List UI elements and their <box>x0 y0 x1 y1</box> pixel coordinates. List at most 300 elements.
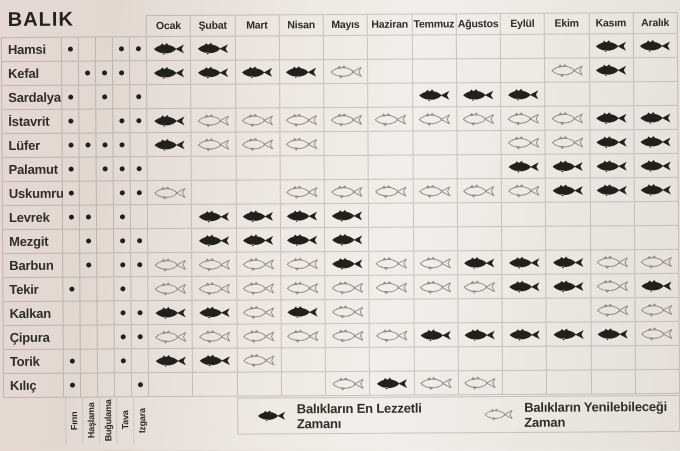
method-cell <box>114 373 131 397</box>
filled-fish-icon <box>152 113 186 127</box>
outline-fish-icon <box>640 302 674 316</box>
method-dot <box>85 143 90 148</box>
season-cell <box>147 253 191 277</box>
season-cell <box>325 324 369 348</box>
season-cell <box>236 252 280 276</box>
season-cell <box>634 274 678 298</box>
fish-name: Hamsi <box>1 38 61 62</box>
outline-fish-icon <box>550 135 584 149</box>
season-cell <box>369 276 413 300</box>
season-cell <box>234 60 278 84</box>
season-cell <box>545 250 589 274</box>
fish-name: Palamut <box>2 158 62 182</box>
month-header: Şubat <box>190 15 234 37</box>
filled-fish-icon <box>507 279 541 293</box>
season-cell <box>456 107 500 131</box>
season-cell <box>191 253 235 277</box>
season-cell <box>412 155 456 179</box>
outline-fish-icon <box>418 280 452 294</box>
legend <box>237 395 680 435</box>
method-cell <box>129 85 146 109</box>
season-cell <box>236 348 280 372</box>
season-cell <box>236 372 280 396</box>
season-cell <box>191 133 235 157</box>
month-header: Haziran <box>367 14 411 36</box>
method-dot <box>119 70 124 75</box>
method-dot <box>135 46 140 51</box>
method-cell <box>114 349 131 373</box>
method-cell <box>113 157 130 181</box>
season-cell <box>191 229 235 253</box>
method-dot <box>102 94 107 99</box>
season-cell <box>324 276 368 300</box>
method-dot <box>85 71 90 76</box>
season-cell <box>633 106 677 130</box>
season-cell <box>368 156 412 180</box>
season-cell <box>456 59 500 83</box>
method-cell <box>63 326 80 350</box>
fish-name: Barbun <box>2 254 62 278</box>
season-cell <box>500 59 544 83</box>
season-cell <box>146 61 190 85</box>
season-cell <box>502 323 546 347</box>
season-cell <box>633 34 677 58</box>
season-cell <box>411 35 455 59</box>
season-cell <box>367 36 411 60</box>
season-cell <box>236 228 280 252</box>
outline-fish-icon <box>374 280 408 294</box>
season-cell <box>148 349 192 373</box>
filled-fish-icon <box>153 305 187 319</box>
method-dot <box>119 118 124 123</box>
method-cell <box>79 205 96 229</box>
season-cell <box>457 323 501 347</box>
season-cell <box>192 277 236 301</box>
method-dot <box>102 70 107 75</box>
outline-fish-icon <box>153 329 187 343</box>
method-cell <box>80 373 97 397</box>
season-cell <box>458 347 502 371</box>
method-cell <box>112 109 129 133</box>
filled-fish-icon <box>419 328 453 342</box>
outline-fish-icon <box>242 329 276 343</box>
fish-name: Çipura <box>3 326 63 350</box>
season-cell <box>546 322 590 346</box>
season-cell <box>456 35 500 59</box>
month-header: Ocak <box>146 15 190 37</box>
filled-fish-icon <box>507 327 541 341</box>
season-cell <box>191 109 235 133</box>
month-header: Nisan <box>278 14 322 36</box>
season-cell <box>590 226 634 250</box>
season-cell <box>413 251 457 275</box>
season-cell <box>413 299 457 323</box>
outline-fish-icon <box>329 184 363 198</box>
season-cell <box>323 84 367 108</box>
season-cell <box>501 203 545 227</box>
season-cell <box>633 154 677 178</box>
season-cell <box>323 132 367 156</box>
season-cell <box>589 130 633 154</box>
method-cell <box>62 302 79 326</box>
outline-fish-icon <box>286 329 320 343</box>
season-cell <box>413 371 457 395</box>
season-cell <box>500 35 544 59</box>
filled-fish-icon <box>506 87 540 101</box>
method-cell <box>78 61 95 85</box>
season-cell <box>235 180 279 204</box>
outline-fish-icon <box>196 137 230 151</box>
season-cell <box>147 277 191 301</box>
outline-fish-icon <box>329 64 363 78</box>
season-cell <box>236 276 280 300</box>
method-cell <box>62 230 79 254</box>
outline-fish-icon <box>462 184 496 198</box>
outline-fish-icon <box>418 184 452 198</box>
method-dot <box>120 358 125 363</box>
month-header: Ağustos <box>455 13 499 35</box>
season-cell <box>323 36 367 60</box>
outline-fish-icon <box>330 328 364 342</box>
season-cell <box>502 371 546 395</box>
season-cell <box>146 109 190 133</box>
outline-fish-icon <box>240 113 274 127</box>
season-cell <box>324 252 368 276</box>
method-dot <box>86 239 91 244</box>
season-cell <box>634 322 678 346</box>
season-cell <box>235 108 279 132</box>
method-cell <box>61 62 78 86</box>
season-cell <box>368 204 412 228</box>
outline-fish-icon <box>285 113 319 127</box>
season-cell <box>324 300 368 324</box>
filled-fish-icon <box>639 182 673 196</box>
method-cell <box>79 181 96 205</box>
cooking-method-labels <box>65 397 150 444</box>
method-cell <box>130 301 147 325</box>
season-cell <box>545 202 589 226</box>
month-header: Aralık <box>632 12 676 34</box>
season-cell <box>191 205 235 229</box>
legend-item-edible <box>483 398 679 429</box>
season-cell <box>280 204 324 228</box>
filled-fish-icon <box>595 159 629 173</box>
season-cell <box>367 60 411 84</box>
season-cell <box>457 251 501 275</box>
season-cell <box>546 370 590 394</box>
page-title: BALIK <box>7 8 74 32</box>
season-cell <box>235 204 279 228</box>
month-header: Mayıs <box>323 14 367 36</box>
season-cell <box>368 252 412 276</box>
outline-fish-icon <box>595 279 629 293</box>
filled-fish-icon <box>639 158 673 172</box>
season-cell <box>590 298 634 322</box>
season-cell <box>148 373 192 397</box>
season-cell <box>280 252 324 276</box>
method-dot <box>136 118 141 123</box>
season-cell <box>413 323 457 347</box>
outline-fish-icon <box>198 329 232 343</box>
season-cell <box>501 227 545 251</box>
season-cell <box>457 203 501 227</box>
season-cell <box>500 83 544 107</box>
method-dot <box>102 166 107 171</box>
season-cell <box>589 82 633 106</box>
filled-fish-icon <box>152 41 186 55</box>
fish-name: Lüfer <box>1 134 61 158</box>
season-cell <box>413 275 457 299</box>
filled-fish-icon <box>640 278 674 292</box>
method-cell <box>96 157 113 181</box>
outline-fish-icon <box>417 112 451 126</box>
season-cell <box>634 202 678 226</box>
season-cell <box>457 299 501 323</box>
season-cell <box>589 202 633 226</box>
outline-fish-icon <box>506 183 540 197</box>
season-cell <box>458 371 502 395</box>
season-cell <box>191 181 235 205</box>
method-cell <box>62 206 79 230</box>
outline-fish-icon <box>153 257 187 271</box>
filled-fish-icon <box>639 110 673 124</box>
filled-fish-icon <box>550 159 584 173</box>
season-cell <box>235 156 279 180</box>
outline-fish-icon <box>286 257 320 271</box>
month-header: Eylül <box>500 13 544 35</box>
season-cell <box>147 229 191 253</box>
season-cell <box>279 108 323 132</box>
method-dot <box>68 119 73 124</box>
method-cell <box>129 61 146 85</box>
season-cell <box>546 298 590 322</box>
method-cell <box>78 133 95 157</box>
outline-fish-icon <box>640 326 674 340</box>
method-cell <box>113 277 130 301</box>
season-cell <box>190 85 234 109</box>
month-header: Temmuz <box>411 13 455 35</box>
outline-fish-icon <box>462 112 496 126</box>
method-dot <box>137 238 142 243</box>
filled-fish-icon <box>462 88 496 102</box>
method-cell <box>97 373 114 397</box>
season-cell <box>634 298 678 322</box>
method-cell <box>112 133 129 157</box>
method-dot <box>69 383 74 388</box>
filled-fish-icon <box>285 209 319 223</box>
method-cell <box>78 85 95 109</box>
outline-fish-icon <box>285 185 319 199</box>
fish-name: Sardalya <box>1 86 61 110</box>
method-label: Fırın <box>65 398 82 444</box>
month-header: Kasım <box>588 12 632 34</box>
method-cell <box>78 109 95 133</box>
method-cell <box>112 61 129 85</box>
filled-fish-icon <box>639 134 673 148</box>
method-cell <box>130 157 147 181</box>
method-cell <box>129 133 146 157</box>
method-dot <box>137 262 142 267</box>
method-dot <box>137 310 142 315</box>
filled-fish-icon <box>153 353 187 367</box>
outline-fish-icon <box>374 184 408 198</box>
season-cell <box>368 228 412 252</box>
filled-fish-icon <box>197 233 231 247</box>
method-cell <box>78 37 95 61</box>
method-label: Buğulama <box>99 397 116 443</box>
season-cell <box>590 274 634 298</box>
outline-fish-icon <box>285 137 319 151</box>
season-table <box>1 12 680 398</box>
method-dot <box>68 215 73 220</box>
method-cell <box>96 229 113 253</box>
outline-fish-icon <box>242 353 276 367</box>
outline-fish-icon <box>152 185 186 199</box>
method-cell <box>80 349 97 373</box>
method-dot <box>136 190 141 195</box>
season-cell <box>412 107 456 131</box>
method-cell <box>96 301 113 325</box>
method-dot <box>119 214 124 219</box>
method-cell <box>96 253 113 277</box>
outline-fish-icon <box>375 328 409 342</box>
filled-fish-icon <box>152 137 186 151</box>
method-label: Tava <box>116 397 133 443</box>
season-cell <box>368 132 412 156</box>
season-cell <box>324 228 368 252</box>
outline-fish-icon <box>373 112 407 126</box>
season-cell <box>413 347 457 371</box>
method-dot <box>69 359 74 364</box>
season-cell <box>281 348 325 372</box>
filled-fish-icon <box>197 209 231 223</box>
season-cell <box>280 276 324 300</box>
method-cell <box>61 38 78 62</box>
method-cell <box>62 254 79 278</box>
season-cell <box>500 131 544 155</box>
filled-fish-icon <box>596 327 630 341</box>
season-cell <box>545 154 589 178</box>
season-cell <box>544 58 588 82</box>
season-cell <box>412 203 456 227</box>
season-cell <box>190 37 234 61</box>
outline-fish-icon <box>286 281 320 295</box>
outline-fish-icon <box>241 281 275 295</box>
method-cell <box>61 110 78 134</box>
filled-fish-icon <box>241 233 275 247</box>
season-cell <box>501 299 545 323</box>
method-dot <box>136 166 141 171</box>
filled-fish-icon <box>551 255 585 269</box>
fish-name: Tekir <box>2 278 62 302</box>
method-cell <box>79 301 96 325</box>
season-cell <box>369 372 413 396</box>
filled-fish-icon <box>638 38 672 52</box>
season-cell <box>590 322 634 346</box>
season-cell <box>191 157 235 181</box>
filled-fish-icon <box>463 256 497 270</box>
filled-fish-icon <box>551 183 585 197</box>
method-label: Haşlama <box>82 397 99 443</box>
filled-fish-icon <box>330 232 364 246</box>
filled-fish-icon <box>594 39 628 53</box>
outline-fish-icon <box>484 407 515 422</box>
season-cell <box>544 82 588 106</box>
season-cell <box>235 132 279 156</box>
method-dot <box>137 334 142 339</box>
season-cell <box>325 348 369 372</box>
season-cell <box>501 275 545 299</box>
method-cell <box>130 205 147 229</box>
season-cell <box>280 300 324 324</box>
outline-fish-icon <box>330 304 364 318</box>
outline-fish-icon <box>196 113 230 127</box>
method-cell <box>61 134 78 158</box>
method-cell <box>131 325 148 349</box>
fish-name: Torik <box>3 350 63 374</box>
season-cell <box>590 250 634 274</box>
method-cell <box>112 37 129 61</box>
season-cell <box>546 346 590 370</box>
season-cell <box>234 36 278 60</box>
filled-fish-icon <box>197 305 231 319</box>
method-dot <box>120 310 125 315</box>
season-cell <box>324 204 368 228</box>
season-cell <box>236 300 280 324</box>
season-cell <box>147 157 191 181</box>
table-corner-spacer <box>1 15 146 38</box>
filled-fish-icon <box>285 233 319 247</box>
filled-fish-icon <box>286 305 320 319</box>
method-dot <box>120 238 125 243</box>
outline-fish-icon <box>241 257 275 271</box>
outline-fish-icon <box>329 112 363 126</box>
method-cell <box>97 349 114 373</box>
filled-fish-icon <box>552 327 586 341</box>
season-cell <box>368 180 412 204</box>
method-dot <box>68 143 73 148</box>
method-dot <box>102 142 107 147</box>
method-cell <box>114 325 131 349</box>
season-cell <box>545 106 589 130</box>
outline-fish-icon <box>418 256 452 270</box>
method-cell <box>113 301 130 325</box>
fish-name: Uskumru <box>2 182 62 206</box>
season-cell <box>324 156 368 180</box>
method-cell <box>95 85 112 109</box>
outline-fish-icon <box>596 303 630 317</box>
season-cell <box>633 178 677 202</box>
method-cell <box>129 37 146 61</box>
fish-name: Levrek <box>2 206 62 230</box>
season-cell <box>146 133 190 157</box>
filled-fish-icon <box>551 279 585 293</box>
season-cell <box>589 106 633 130</box>
season-cell <box>590 370 634 394</box>
season-cell <box>279 180 323 204</box>
season-cell <box>590 346 634 370</box>
method-cell <box>130 277 147 301</box>
season-cell <box>369 348 413 372</box>
method-dot <box>85 215 90 220</box>
outline-fish-icon <box>197 281 231 295</box>
season-cell <box>279 60 323 84</box>
season-cell <box>369 300 413 324</box>
season-cell <box>634 250 678 274</box>
method-cell <box>130 229 147 253</box>
filled-fish-icon <box>198 353 232 367</box>
season-cell <box>279 132 323 156</box>
